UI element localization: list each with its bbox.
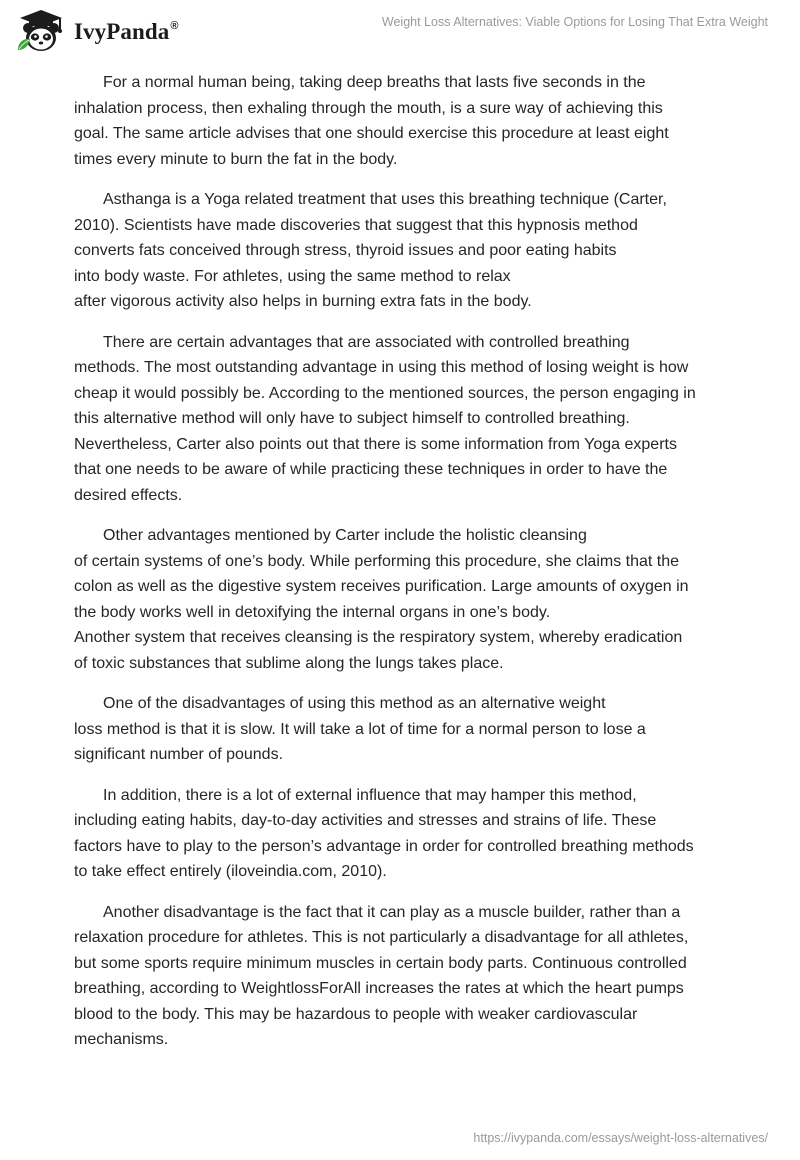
text-line: cheap it would possibly be. According to the mentioned sources, the person engaging in bbox=[74, 384, 696, 402]
paragraph bbox=[74, 187, 734, 315]
text-line: One of the disadvantages of using this method as an alternative weight bbox=[103, 695, 606, 712]
text-line: blood to the body. This may be hazardous to people with weaker cardiovascular bbox=[74, 1005, 638, 1023]
text-line: relaxation procedure for athletes. This is not particularly a disadvantage for all athletes, bbox=[74, 929, 689, 946]
text-line: In addition, there is a lot of external influence that may hamper this method, bbox=[103, 786, 637, 804]
text-line: factors have to play to the person’s advantage in order for controlled breathing methods bbox=[74, 837, 694, 855]
text-line: Another system that receives cleansing is the respiratory system, whereby eradication bbox=[74, 629, 683, 646]
source-url: https://ivypanda.com/essays/weight-loss-alternatives/ bbox=[473, 1131, 768, 1145]
text-line: breathing, according to WeightlossForAll increases the rates at which the heart pumps bbox=[74, 980, 684, 997]
brand-name: IvyPanda® bbox=[74, 19, 179, 44]
text-line: into body waste. For athletes, using the same method to relax bbox=[74, 267, 511, 285]
paragraph bbox=[74, 70, 734, 172]
text-line: after vigorous activity also helps in burning extra fats in the body. bbox=[74, 293, 532, 310]
text-line: There are certain advantages that are associated with controlled breathing bbox=[103, 333, 630, 351]
text-line: Other advantages mentioned by Carter include the holistic cleansing bbox=[103, 527, 587, 544]
page-header bbox=[0, 0, 800, 60]
text-line: Nevertheless, Carter also points out that there is some information from Yoga experts bbox=[74, 435, 677, 453]
text-line: the body works well in detoxifying the internal organs in one’s body. bbox=[74, 603, 551, 621]
essay-body bbox=[74, 70, 734, 1068]
text-line: of certain systems of one’s body. While performing this procedure, she claims that the bbox=[74, 552, 680, 570]
text-line: significant number of pounds. bbox=[74, 746, 284, 763]
document-title: Weight Loss Alternatives: Viable Options for Losing That Extra Weight bbox=[381, 15, 768, 29]
text-line: colon as well as the digestive system receives purification. Large amounts of oxygen in bbox=[74, 578, 689, 595]
text-line: goal. The same article advises that one should exercise this procedure at least eight bbox=[74, 125, 669, 142]
paragraph bbox=[74, 691, 734, 768]
text-line: converts fats conceived through stress, thyroid issues and poor eating habits bbox=[74, 242, 617, 259]
paragraph bbox=[74, 783, 734, 885]
registered-mark: ® bbox=[170, 20, 179, 32]
paragraph bbox=[74, 523, 734, 676]
text-line: loss method is that it is slow. It will take a lot of time for a normal person to lose a bbox=[74, 720, 646, 738]
text-line: to take effect entirely (iloveindia.com, 2010). bbox=[74, 863, 387, 880]
panda-graduate-icon bbox=[16, 8, 66, 54]
text-line: Another disadvantage is the fact that it can play as a muscle builder, rather than a bbox=[103, 903, 681, 921]
text-line: Asthanga is a Yoga related treatment that uses this breathing technique (Carter, bbox=[103, 191, 667, 208]
text-line: that one needs to be aware of while practicing these techniques in order to have the bbox=[74, 461, 668, 478]
brand-logo-link[interactable] bbox=[16, 8, 179, 54]
text-line: For a normal human being, taking deep breaths that lasts five seconds in the bbox=[103, 74, 646, 91]
text-line: times every minute to burn the fat in the body. bbox=[74, 150, 398, 168]
text-line: this alternative method will only have to subject himself to controlled breathing. bbox=[74, 410, 630, 427]
text-line: desired effects. bbox=[74, 486, 183, 504]
text-line: but some sports require minimum muscles in certain body parts. Continuous controlled bbox=[74, 954, 687, 972]
text-line: mechanisms. bbox=[74, 1031, 169, 1048]
paragraph bbox=[74, 900, 734, 1053]
text-line: inhalation process, then exhaling through the mouth, is a sure way of achieving this bbox=[74, 99, 663, 117]
text-line: including eating habits, day-to-day activities and stresses and strains of life. These bbox=[74, 812, 657, 829]
text-line: of toxic substances that sublime along the lungs takes place. bbox=[74, 654, 504, 672]
paragraph bbox=[74, 330, 734, 509]
text-line: methods. The most outstanding advantage in using this method of losing weight is how bbox=[74, 359, 689, 376]
text-line: 2010). Scientists have made discoveries that suggest that this hypnosis method bbox=[74, 216, 638, 234]
